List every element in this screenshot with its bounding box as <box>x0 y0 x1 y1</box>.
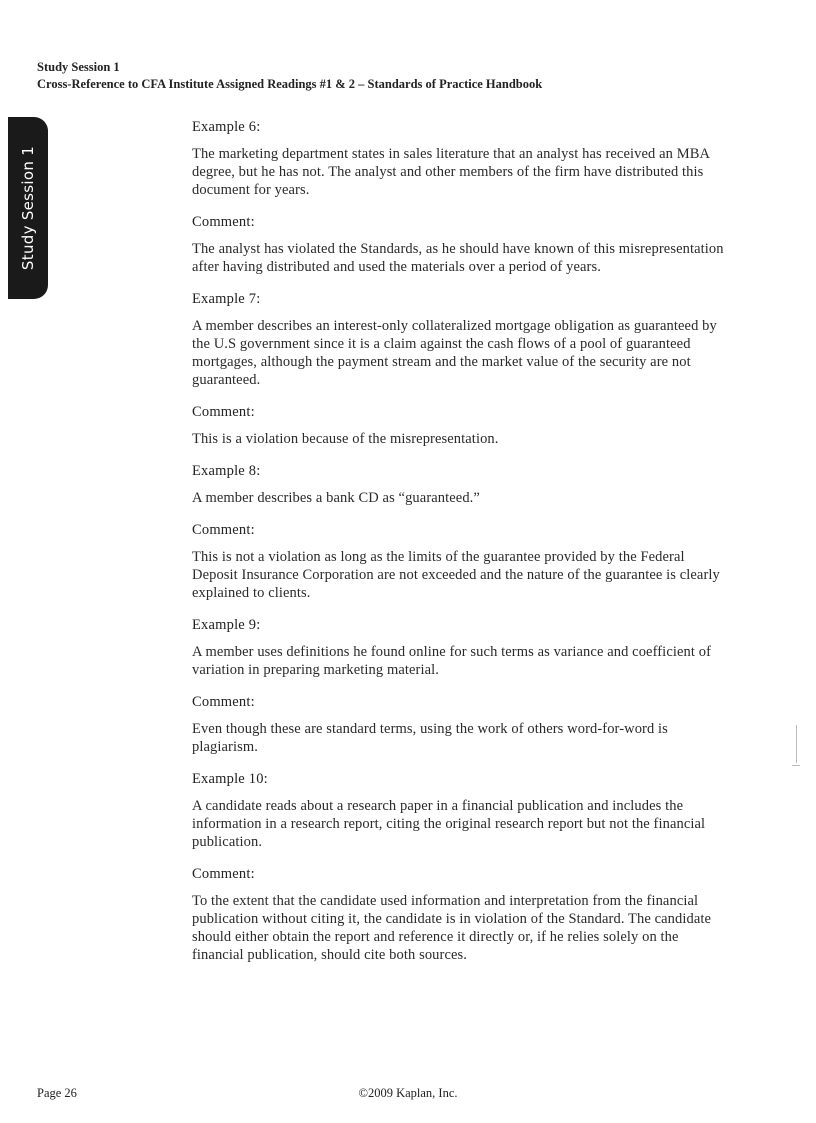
example-7-block <box>192 290 732 389</box>
example-heading: Example 9: <box>192 617 261 633</box>
page-number: Page 26 <box>37 1086 77 1100</box>
example-6-block <box>192 118 732 199</box>
scan-artifact-mark <box>792 765 800 766</box>
copyright-notice: ©2009 Kaplan, Inc. <box>358 1086 458 1100</box>
comment-7-block <box>192 403 732 448</box>
comment-heading: Comment: <box>192 694 255 710</box>
example-text: A member describes a bank CD as “guaranteed.” <box>192 490 480 506</box>
comment-heading: Comment: <box>192 866 255 882</box>
side-tab-label: Study Session 1 <box>19 145 37 271</box>
scan-artifact-mark <box>796 725 797 763</box>
example-10-block <box>192 770 732 851</box>
example-8-block <box>192 462 732 507</box>
comment-heading: Comment: <box>192 404 255 420</box>
example-text: A member uses definitions he found online for such terms as variance and coefficient of variation in preparing marketing material. <box>192 644 711 678</box>
header-cross-reference: Cross-Reference to CFA Institute Assigned Readings #1 & 2 – Standards of Practice Handbook <box>37 77 543 91</box>
example-heading: Example 8: <box>192 463 261 479</box>
example-heading: Example 10: <box>192 771 268 787</box>
example-text: The marketing department states in sales literature that an analyst has received an MBA degree, but he has not. The analyst and other members of the firm have distributed this document for years. <box>192 146 710 198</box>
comment-heading: Comment: <box>192 214 255 230</box>
page-content <box>192 118 732 978</box>
example-heading: Example 7: <box>192 291 261 307</box>
example-text: A candidate reads about a research paper in a financial publication and includes the information in a research report, citing the original research report but not the financial publication. <box>192 798 706 850</box>
comment-text: This is not a violation as long as the limits of the guarantee provided by the Federal Deposit Insurance Corporation are not exceeded and the nature of the guarantee is clearly explained to clients. <box>192 549 720 601</box>
comment-heading: Comment: <box>192 522 255 538</box>
example-text: A member describes an interest-only collateralized mortgage obligation as guaranteed by the U.S government since it is a claim against the cash flows of a pool of guaranteed mortgages, although the payment stream and the market value of the security are not guaranteed. <box>192 318 717 388</box>
comment-text: Even though these are standard terms, using the work of others word-for-word is plagiarism. <box>192 721 668 755</box>
comment-text: This is a violation because of the misrepresentation. <box>192 431 499 447</box>
example-heading: Example 6: <box>192 119 261 135</box>
study-session-side-tab <box>8 117 48 299</box>
comment-text: To the extent that the candidate used information and interpretation from the financial publication without citing it, the candidate is in violation of the Standard. The candidate should either obtain the report and reference it directly or, if he relies solely on the financial publication, should cite both sources. <box>192 893 712 963</box>
comment-6-block <box>192 213 732 276</box>
comment-8-block <box>192 521 732 602</box>
page-header <box>37 59 542 93</box>
header-study-session: Study Session 1 <box>37 60 120 74</box>
comment-10-block <box>192 865 732 964</box>
comment-9-block <box>192 693 732 756</box>
example-9-block <box>192 616 732 679</box>
comment-text: The analyst has violated the Standards, as he should have known of this misrepresentation after having distributed and used the materials over a period of years. <box>192 241 724 275</box>
